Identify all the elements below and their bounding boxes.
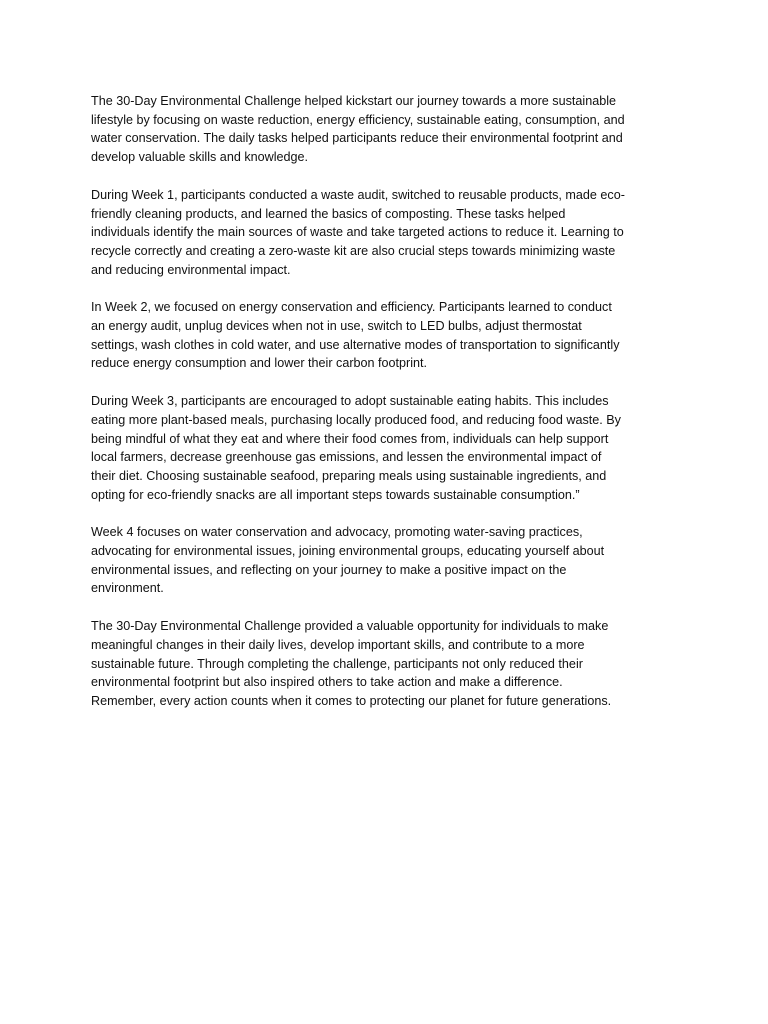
paragraph-week-3: During Week 3, participants are encouraged to adopt sustainable eating habits. This includes eating more plant-based meals, purchasing locally produced food, and reducing food waste. By being mindful of what they eat and where their food comes from, individuals can help support local farmers, decrease greenhouse gas emissions, and lessen the environmental impact of their diet. Choosing sustainable seafood, preparing meals using sustainable ingredients, and opting for eco-friendly snacks are all important steps towards sustainable consumption.” [91, 394, 621, 502]
document-body [91, 92, 691, 730]
paragraph-week-1: During Week 1, participants conducted a waste audit, switched to reusable products, made eco- friendly cleaning products, and learned the basics of composting. These tasks helped individuals identify the main sources of waste and take targeted actions to reduce it. Learning to recycle correctly and creating a zero-waste kit are also crucial steps towards minimizing waste and reducing environmental impact. [91, 187, 625, 277]
paragraph-intro: The 30-Day Environmental Challenge helped kickstart our journey towards a more sustainable lifestyle by focusing on waste reduction, energy efficiency, sustainable eating, consumption, and water conservation. The daily tasks helped participants reduce their environmental footprint and develop valuable skills and knowledge. [91, 94, 625, 165]
paragraph-week-4: Week 4 focuses on water conservation and advocacy, promoting water-saving practices, advocating for environmental issues, joining environmental groups, educating yourself about environmental issues, and reflecting on your journey to make a positive impact on the environment. [91, 525, 605, 596]
paragraph-week-2: In Week 2, we focused on energy conservation and efficiency. Participants learned to conduct an energy audit, unplug devices when not in use, switch to LED bulbs, adjust thermostat settings, wash clothes in cold water, and use alternative modes of transportation to significantly reduce energy consumption and lower their carbon footprint. [91, 300, 620, 371]
paragraph-conclusion: The 30-Day Environmental Challenge provided a valuable opportunity for individuals to make meaningful changes in their daily lives, develop important skills, and contribute to a more sustainable future. Through completing the challenge, participants not only reduced their environmental footprint but also inspired others to take action and make a difference. Remember, every action counts when it comes to protecting our planet for future generations. [91, 619, 612, 708]
